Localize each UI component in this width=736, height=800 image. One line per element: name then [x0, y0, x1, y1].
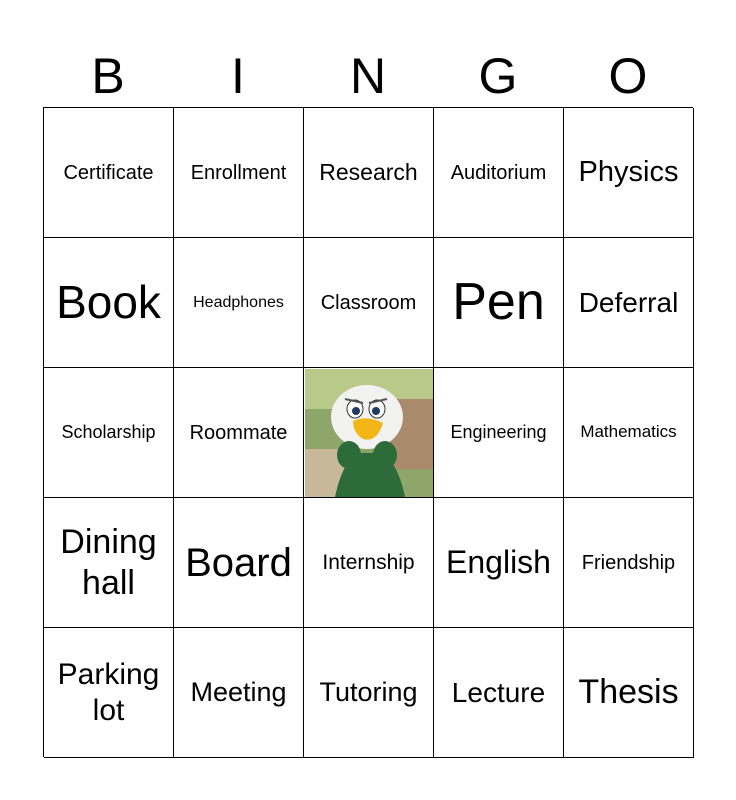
- header-letter-i: I: [231, 48, 245, 104]
- bingo-cell[interactable]: [434, 498, 564, 628]
- cell-label: Board: [185, 540, 292, 585]
- bingo-cell[interactable]: [174, 628, 304, 758]
- cell-label: Pen: [452, 273, 545, 332]
- cell-label: Physics: [578, 156, 679, 189]
- bingo-cell[interactable]: [174, 498, 304, 628]
- cell-label: Friendship: [581, 551, 676, 574]
- cell-label: Classroom: [320, 291, 417, 314]
- bingo-cell[interactable]: [304, 628, 434, 758]
- cell-label: Book: [56, 275, 161, 328]
- bingo-cell[interactable]: [44, 498, 174, 628]
- header-letter-o: O: [608, 48, 648, 104]
- header-letter-n: N: [349, 48, 387, 104]
- bingo-cell[interactable]: [434, 368, 564, 498]
- bingo-cell[interactable]: [174, 368, 304, 498]
- bingo-cell[interactable]: [564, 368, 694, 498]
- bingo-cell[interactable]: [564, 238, 694, 368]
- cell-label: Internship: [322, 550, 415, 574]
- cell-label: Enrollment: [190, 161, 287, 184]
- cell-label: English: [446, 544, 551, 581]
- cell-label: Deferral: [578, 286, 679, 318]
- cell-label: Roommate: [189, 421, 288, 444]
- bingo-cell[interactable]: [44, 628, 174, 758]
- cell-label: Auditorium: [450, 161, 547, 184]
- bingo-cell[interactable]: [44, 238, 174, 368]
- cell-label: Headphones: [193, 293, 284, 311]
- cell-label: Certificate: [63, 161, 154, 184]
- bingo-header: [43, 48, 693, 104]
- bingo-cell[interactable]: [434, 108, 564, 238]
- bingo-cell[interactable]: [434, 628, 564, 758]
- cell-label: Research: [319, 158, 418, 185]
- header-letter-b: B: [91, 48, 125, 104]
- cell-label: Tutoring: [319, 677, 418, 708]
- header-letter-g: G: [478, 48, 518, 104]
- bingo-cell[interactable]: [174, 238, 304, 368]
- cell-label: Dining hall: [60, 522, 157, 602]
- bingo-cell[interactable]: [304, 108, 434, 238]
- eagle-mascot-image: [305, 369, 433, 497]
- bingo-cell[interactable]: [174, 108, 304, 238]
- bingo-cell[interactable]: [434, 238, 564, 368]
- bingo-cell[interactable]: [564, 628, 694, 758]
- bingo-cell[interactable]: [44, 368, 174, 498]
- bingo-card-grid: [43, 107, 693, 757]
- cell-label: Thesis: [578, 673, 679, 712]
- bingo-cell[interactable]: [304, 498, 434, 628]
- bingo-cell[interactable]: [44, 108, 174, 238]
- cell-label: Parking lot: [57, 657, 160, 727]
- cell-label: Engineering: [450, 421, 547, 442]
- free-space-cell[interactable]: [304, 368, 434, 498]
- bingo-cell[interactable]: [564, 498, 694, 628]
- cell-label: Lecture: [451, 676, 546, 708]
- cell-label: Meeting: [190, 677, 287, 708]
- bingo-cell[interactable]: [304, 238, 434, 368]
- cell-label: Scholarship: [61, 421, 156, 442]
- bingo-cell[interactable]: [564, 108, 694, 238]
- cell-label: Mathematics: [580, 422, 677, 442]
